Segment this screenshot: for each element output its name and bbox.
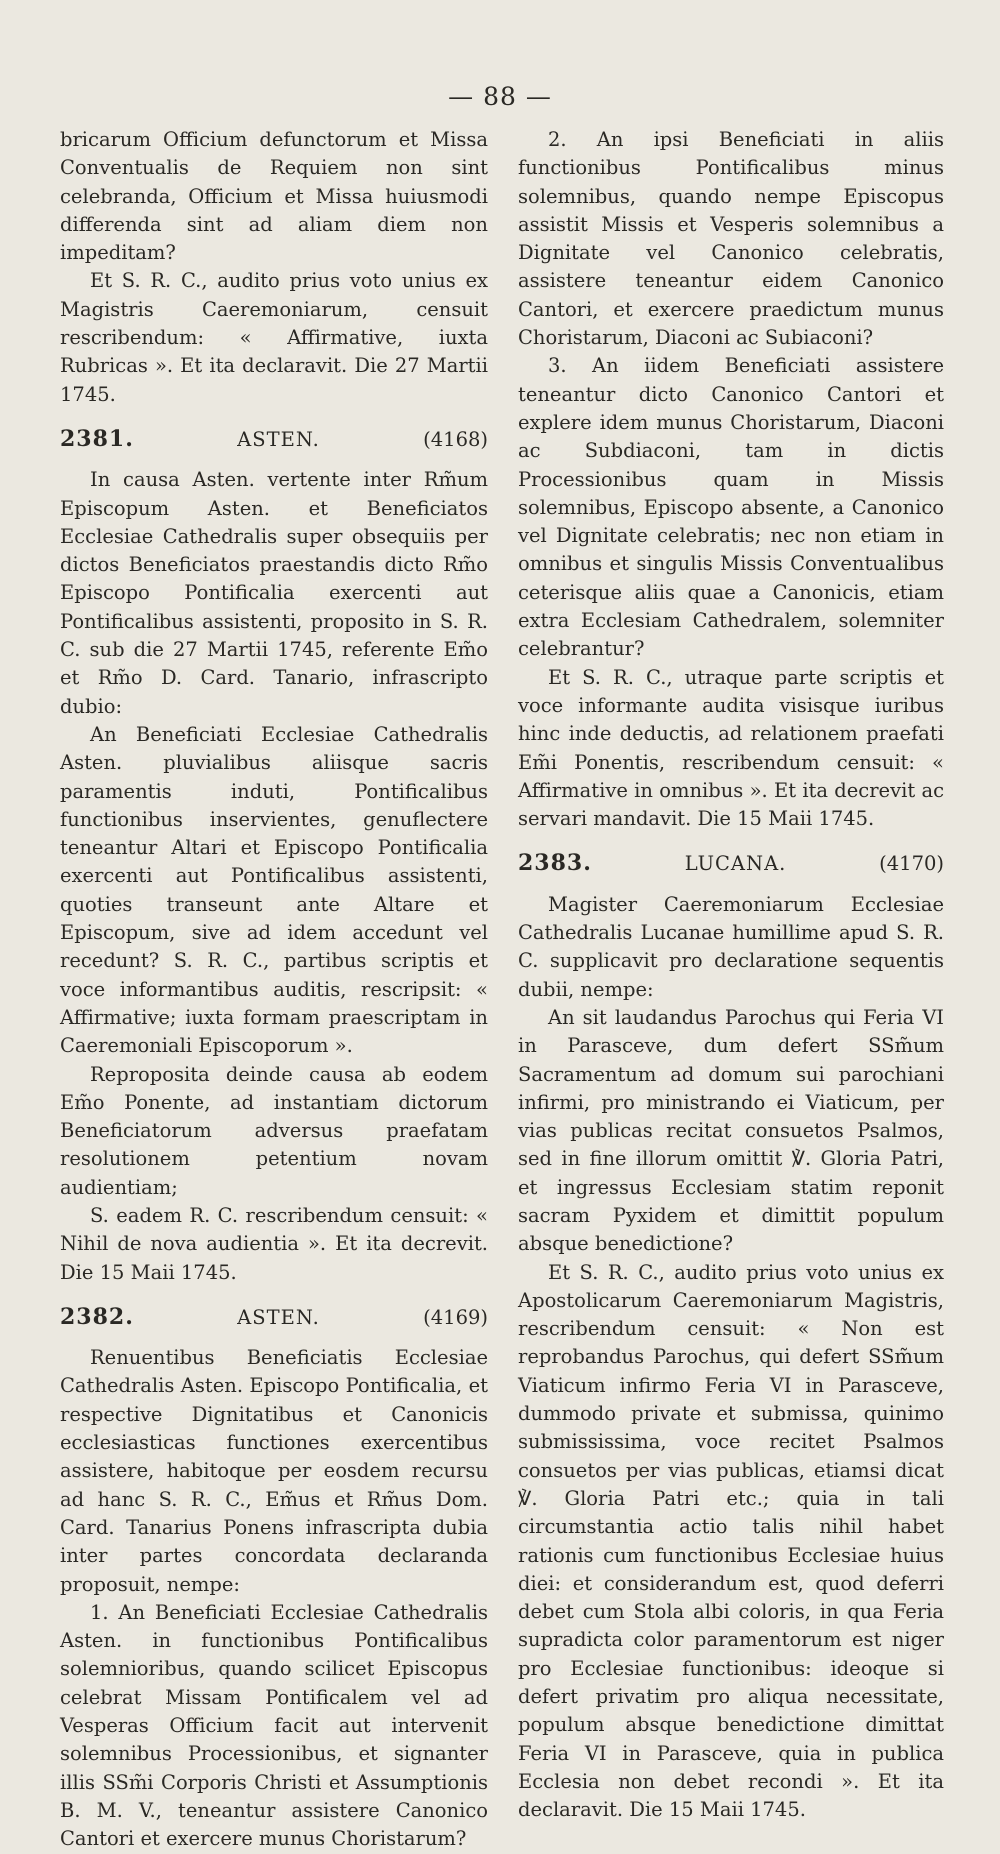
- paragraph: 1. An Beneficiati Ecclesiae Cathedralis Asten. in functionibus Pontificalibus solemnioribus, quando scilicet Episcopus celebrat Missam Pontificalem vel ad Vesperas Officium facit aut intervenit solemnibus Processionibus, et signanter illis SSm̃i Corporis Christi et Assumptionis B. M. V., teneantur assistere Canonico Cantori et exercere munus Choristarum?: [60, 1600, 488, 1851]
- entry-reference: (4168): [423, 427, 488, 451]
- paragraph: Et S. R. C., utraque parte scriptis et voce informante audita visisque iuribus hinc inde deductis, ad relationem praefati Em̃i Ponentis, rescribendum censuit: « Affirmative in omnibus ». Et ita decrevit ac servari mandavit. Die 15 Maii 1745.: [518, 665, 944, 831]
- entry-title: ASTEN.: [237, 427, 320, 451]
- paragraph: Renuentibus Beneficiatis Ecclesiae Cathedralis Asten. Episcopo Pontificalia, et respective Dignitatibus et Canonicis ecclesiasticas functiones exercentibus assistere, habitoque per eosdem recursu ad hanc S. R. C., Em̃us et Rm̃us Dom. Card. Tanarius Ponens infrascripta dubia inter partes concordata declaranda proposuit, nempe:: [60, 1346, 488, 1596]
- entry-heading-2382: [60, 1303, 488, 1332]
- paragraph: bricarum Officium defunctorum et Missa Conventualis de Requiem non sint celebranda, Officium et Missa huiusmodi differenda sint ad aliam diem non impeditam?: [60, 128, 488, 265]
- paragraph: Magister Caeremoniarum Ecclesiae Cathedralis Lucanae humillime apud S. R. C. supplicavit pro declaratione sequentis dubii, nempe:: [518, 892, 944, 1001]
- page-number: — 88 —: [448, 82, 552, 111]
- entry-number: 2382.: [60, 1303, 134, 1330]
- paragraph: Reproposita deinde causa ab eodem Em̃o Ponente, ad instantiam dictorum Beneficiatorum adversus praefatam resolutionem petentium novam audientiam;: [60, 1062, 488, 1199]
- paragraph: In causa Asten. vertente inter Rm̃um Episcopum Asten. et Beneficiatos Ecclesiae Cathedralis super obsequiis per dictos Beneficiatos praestandis dicto Rm̃o Episcopo Pontificalia exercenti aut Pontificalibus assistenti, proposito in S. R. C. sub die 27 Martii 1745, referente Em̃o et Rm̃o D. Card. Tanario, infrascripto dubio:: [60, 468, 488, 718]
- paragraph: Et S. R. C., audito prius voto unius ex Apostolicarum Caeremoniarum Magistris, rescribendum censuit: « Non est reprobandus Parochus, qui defert SSm̃um Viaticum infirmo Feria VI in Parasceve, dummodo privatе et submissa, quinimo submississima, voce recitet Psalmos consuetos per vias publicas, etiamsi dicat ℣. Gloria Patri etc.; quia in tali circumstantia actio talis nihil habet rationis cum functionibus Ecclesiae huius diei: et considerandum est, quod deferri debet cum Stola albi coloris, in qua Feria supradicta color paramentorum est niger pro Ecclesiae functionibus: ideoque si defert privatim pro aliqua necessitate, populum absque benedictione dimittat Feria VI in Parasceve, quia in publica Ecclesia non debet recondi ». Et ita declaravit. Die 15 Maii 1745.: [518, 1260, 944, 1822]
- paragraph: Et S. R. C., audito prius voto unius ex Magistris Caeremoniarum, censuit rescribendum: « Affirmative, iuxta Rubricas ». Et ita declaravit. Die 27 Martii 1745.: [60, 269, 488, 406]
- entry-heading-2381: [60, 425, 488, 454]
- right-column: [518, 126, 944, 1825]
- paragraph: 2. An ipsi Beneficiati in aliis functionibus Pontificalibus minus solemnibus, quando nempe Episcopus assistit Missis et Vesperis solemnibus a Dignitate vel Canonico celebratis, assistere teneantur eidem Canonico Cantori, et exercere praedictum munus Choristarum, Diaconi ac Subiaconi?: [518, 128, 944, 350]
- entry-number: 2383.: [518, 850, 592, 877]
- entry-reference: (4170): [879, 852, 944, 876]
- left-column: [60, 126, 488, 1854]
- paragraph: 3. An iidem Beneficiati assistere teneantur dicto Canonico Cantori et explere idem munus Choristarum, Diaconi ac Subdiaconi, tam in dictis Processionibus quam in Missis solemnibus, Episcopo absente, a Canonico vel Dignitate celebratis; nec non etiam in omnibus et singulis Missis Conventualibus ceterisque aliis quae a Canonicis, etiam extra Ecclesiam Cathedralem, solemniter celebrantur?: [518, 354, 944, 661]
- entry-number: 2381.: [60, 425, 134, 452]
- paragraph: An Beneficiati Ecclesiae Cathedralis Asten. pluvialibus aliisque sacris paramentis induti, Pontificalibus functionibus inservientes, genuflectere teneantur Altari et Episcopo Pontificalia exercenti aut Pontificalibus assistenti, quoties transeunt ante Altare et Episcopum, sive ad idem accedunt vel recedunt? S. R. C., partibus scriptis et voce informantibus auditis, rescripsit: « Affirmative; iuxta formam praescriptam in Caeremoniali Episcoporum ».: [60, 722, 488, 1058]
- paragraph: An sit laudandus Parochus qui Feria VI in Parasceve, dum defert SSm̃um Sacramentum ad domum sui parochiani infirmi, pro ministrando ei Viaticum, per vias publicas recitat consuetos Psalmos, sed in fine illorum omittit ℣. Gloria Patri, et ingressus Ecclesiam statim reponit sacram Pyxidem et dimittit populum absque benedictione?: [518, 1005, 944, 1256]
- entry-heading-2383: [518, 849, 944, 878]
- entry-reference: (4169): [423, 1305, 488, 1329]
- entry-title: ASTEN.: [237, 1305, 320, 1329]
- paragraph: S. eadem R. C. rescribendum censuit: « Nihil de nova audientia ». Et ita decrevit. Die 15 Maii 1745.: [60, 1203, 488, 1284]
- entry-title: LUCANA.: [684, 852, 787, 876]
